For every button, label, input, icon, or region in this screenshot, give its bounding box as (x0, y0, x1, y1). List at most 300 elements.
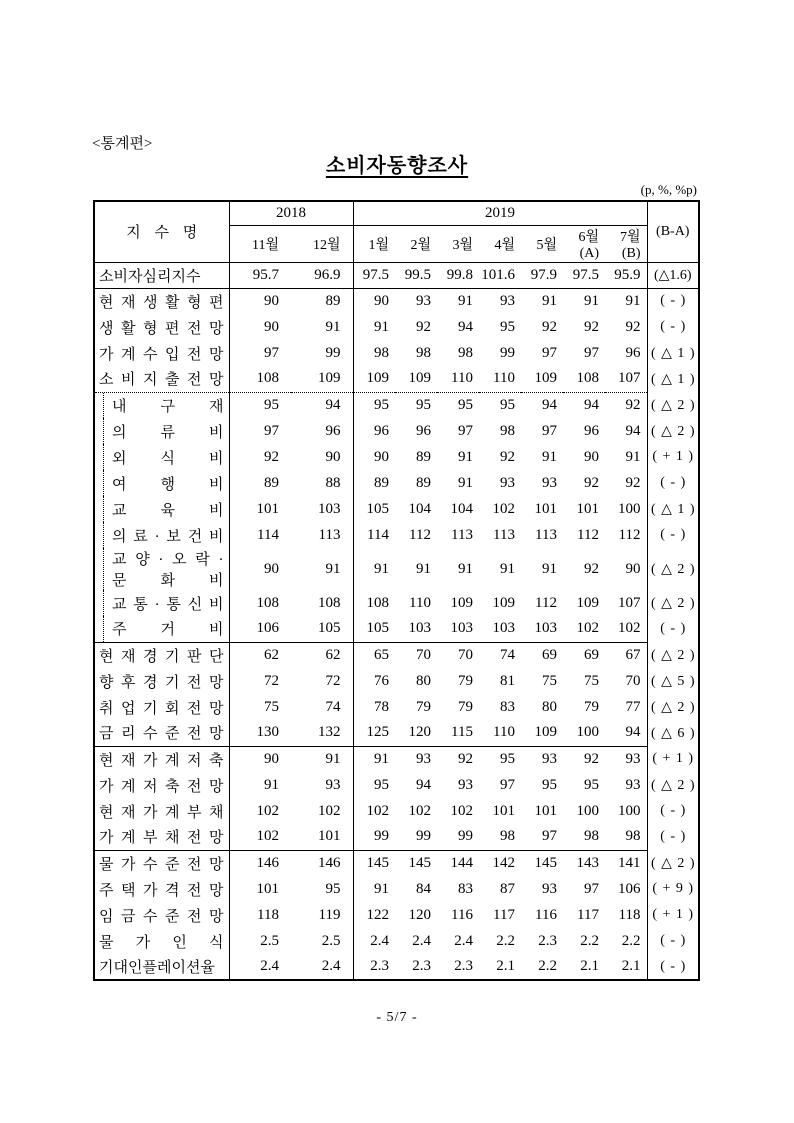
value-cell: 90 (264, 560, 279, 577)
row-label: 교 통 · 통 신 비 (94, 590, 229, 616)
table-row (94, 850, 699, 876)
value-cell: 94 (291, 392, 353, 418)
value-cell: 95 (479, 746, 521, 772)
value-cell: 92 (625, 474, 641, 491)
value-cell: 95 (584, 776, 599, 793)
value-cell: 91 (374, 318, 389, 335)
value-cell: 97 (500, 776, 515, 793)
value-cell: 69 (521, 642, 563, 668)
value-cell: 106 (256, 620, 279, 637)
value-cell: 103 (450, 620, 473, 637)
value-cell: 70 (437, 642, 479, 668)
value-cell: 105 (291, 616, 353, 642)
value-cell: 98 (500, 422, 515, 439)
value-cell: 117 (493, 906, 515, 923)
value-cell: 2.4 (412, 932, 431, 949)
header-month: 4월 (479, 225, 521, 262)
value-cell: 93 (458, 776, 473, 793)
row-label: 물 가 수 준 전 망 (94, 850, 229, 876)
value-cell: 91 (500, 560, 515, 577)
row-label: 현 재 경 기 판 단 (94, 642, 229, 668)
value-cell: 83 (500, 698, 515, 715)
diff-cell: ( △ 5 ) (647, 668, 699, 694)
value-cell: 103 (291, 496, 353, 522)
value-cell: 100 (576, 802, 599, 819)
row-label: 가 계 저 축 전 망 (94, 772, 229, 798)
dotted-group-line (103, 548, 104, 590)
value-cell: 2.5 (260, 932, 279, 949)
value-cell: 112 (577, 526, 599, 543)
value-cell: 100 (618, 500, 641, 517)
value-cell: 101.6 (479, 262, 521, 288)
value-cell: 98 (584, 828, 599, 845)
value-cell: 97 (264, 422, 279, 439)
value-cell: 99.8 (437, 262, 479, 288)
value-cell: 65 (353, 642, 395, 668)
value-cell: 72 (264, 672, 279, 689)
value-cell: 2.4 (291, 954, 353, 980)
table-row (94, 616, 699, 642)
value-cell: 98 (374, 344, 389, 361)
value-cell: 91 (353, 746, 395, 772)
diff-cell: ( - ) (647, 314, 699, 340)
value-cell: 87 (500, 880, 515, 897)
value-cell: 109 (291, 366, 353, 392)
value-cell: 109 (534, 370, 557, 387)
value-cell: 101 (256, 880, 279, 897)
diff-cell: ( - ) (647, 470, 699, 496)
value-cell: 91 (374, 880, 389, 897)
value-cell: 113 (291, 522, 353, 548)
table-row (94, 314, 699, 340)
value-cell: 115 (451, 724, 473, 741)
row-label: 가 계 수 입 전 망 (94, 340, 229, 366)
value-cell: 146 (229, 850, 291, 876)
table-row (94, 496, 699, 522)
value-cell: 78 (374, 698, 389, 715)
table-row (94, 720, 699, 746)
diff-cell: ( △ 2 ) (647, 694, 699, 720)
value-cell: 104 (408, 500, 431, 517)
value-cell: 90 (291, 444, 353, 470)
value-cell: 110 (409, 594, 431, 611)
value-cell: 101 (492, 802, 515, 819)
value-cell: 79 (458, 672, 473, 689)
value-cell: 83 (458, 880, 473, 897)
value-cell: 91 (374, 560, 389, 577)
value-cell: 89 (416, 448, 431, 465)
value-cell: 92 (563, 746, 605, 772)
table-row (94, 668, 699, 694)
table-body (94, 262, 699, 980)
value-cell: 97 (458, 422, 473, 439)
value-cell: 99 (416, 828, 431, 845)
value-cell: 114 (367, 526, 389, 543)
value-cell: 80 (416, 672, 431, 689)
table-row (94, 470, 699, 496)
row-label: 의 료 · 보 건 비 (94, 522, 229, 548)
value-cell: 89 (374, 474, 389, 491)
value-cell: 95 (291, 876, 353, 902)
row-label: 내 구 재 (94, 392, 229, 418)
diff-cell: ( △ 2 ) (647, 548, 699, 590)
value-cell: 106 (618, 880, 641, 897)
diff-cell: ( - ) (647, 616, 699, 642)
value-cell: 97.5 (353, 262, 395, 288)
value-cell: 91 (291, 746, 353, 772)
value-cell: 96 (291, 418, 353, 444)
diff-cell: ( - ) (647, 824, 699, 850)
table-row (94, 418, 699, 444)
value-cell: 93 (542, 880, 557, 897)
value-cell: 2.3 (454, 958, 473, 974)
value-cell: 97.9 (521, 262, 563, 288)
row-label: 물 가 인 식 (94, 928, 229, 954)
value-cell: 108 (366, 594, 389, 611)
value-cell: 79 (584, 698, 599, 715)
value-cell: 109 (534, 724, 557, 741)
diff-cell: ( △ 2 ) (647, 642, 699, 668)
value-cell: 92 (584, 560, 599, 577)
value-cell: 95 (374, 776, 389, 793)
value-cell: 97.5 (563, 262, 605, 288)
table-row (94, 366, 699, 392)
table-row (94, 288, 699, 314)
page-number: - 5/7 - (376, 1010, 418, 1025)
value-cell: 120 (408, 906, 431, 923)
value-cell: 112 (409, 526, 431, 543)
value-cell: 144 (437, 850, 479, 876)
diff-cell: ( + 1 ) (647, 444, 699, 470)
value-cell: 103 (492, 620, 515, 637)
row-label: 현 재 가 계 부 채 (94, 798, 229, 824)
diff-cell: ( △ 1 ) (647, 366, 699, 392)
value-cell: 93 (500, 474, 515, 491)
row-label: 기대인플레이션율 (94, 954, 229, 980)
value-cell: 130 (256, 724, 279, 741)
header-diff-label: (B-A) (647, 201, 699, 262)
table-row (94, 694, 699, 720)
value-cell: 113 (451, 526, 473, 543)
value-cell: 84 (416, 880, 431, 897)
header-month: 1월 (353, 225, 395, 262)
value-cell: 102 (618, 620, 641, 637)
value-cell: 76 (374, 672, 389, 689)
value-cell: 90 (229, 288, 291, 314)
value-cell: 88 (291, 470, 353, 496)
value-cell: 99 (291, 340, 353, 366)
value-cell: 97 (542, 828, 557, 845)
value-cell: 90 (264, 318, 279, 335)
value-cell: 92 (584, 318, 599, 335)
diff-cell: (△1.6) (647, 262, 699, 288)
row-label: 향 후 경 기 전 망 (94, 668, 229, 694)
section-tag: <통계편> (92, 136, 153, 152)
value-cell: 109 (366, 370, 389, 387)
row-label: 의 류 비 (94, 418, 229, 444)
value-cell: 91 (416, 560, 431, 577)
value-cell: 143 (563, 850, 605, 876)
table-row (94, 262, 699, 288)
value-cell: 2.3 (538, 932, 557, 949)
value-cell: 91 (625, 448, 641, 465)
value-cell: 113 (535, 526, 557, 543)
value-cell: 110 (493, 724, 515, 741)
value-cell: 89 (291, 288, 353, 314)
row-label: 주 거 비 (94, 616, 229, 642)
value-cell: 102 (492, 500, 515, 517)
value-cell: 91 (542, 560, 557, 577)
value-cell: 109 (576, 594, 599, 611)
value-cell: 101 (534, 802, 557, 819)
value-cell: 97 (542, 422, 557, 439)
value-cell: 92 (500, 448, 515, 465)
value-cell: 102 (256, 802, 279, 819)
table-row (94, 824, 699, 850)
header-month: 3월 (437, 225, 479, 262)
value-cell: 80 (542, 698, 557, 715)
value-cell: 77 (625, 698, 641, 715)
dotted-group-line (103, 393, 104, 419)
table-row (94, 590, 699, 616)
value-cell: 62 (291, 642, 353, 668)
value-cell: 95 (542, 776, 557, 793)
dotted-group-line (103, 470, 104, 496)
table-row (94, 444, 699, 470)
value-cell: 109 (492, 594, 515, 611)
value-cell: 75 (264, 698, 279, 715)
row-label: 금 리 수 준 전 망 (94, 720, 229, 746)
table-row (94, 522, 699, 548)
row-label: 교 양 · 오 락 · 문 화 비 (94, 548, 229, 590)
value-cell: 92 (264, 448, 279, 465)
value-cell: 96.9 (291, 262, 353, 288)
value-cell: 101 (291, 824, 353, 850)
value-cell: 2.1 (496, 958, 515, 974)
diff-cell: ( △ 2 ) (647, 392, 699, 418)
value-cell: 70 (625, 672, 641, 689)
value-cell: 96 (374, 422, 389, 439)
value-cell: 142 (479, 850, 521, 876)
row-label: 현 재 생 활 형 편 (94, 288, 229, 314)
value-cell: 145 (395, 850, 437, 876)
value-cell: 62 (229, 642, 291, 668)
value-cell: 107 (618, 370, 641, 387)
value-cell: 99 (374, 828, 389, 845)
value-cell: 108 (256, 594, 279, 611)
value-cell: 91 (458, 448, 473, 465)
table-row (94, 642, 699, 668)
table-row (94, 928, 699, 954)
value-cell: 91 (437, 288, 479, 314)
value-cell: 91 (521, 288, 563, 314)
table-row (94, 772, 699, 798)
table-row (94, 548, 699, 590)
table-row (94, 392, 699, 418)
value-cell: 90 (374, 448, 389, 465)
value-cell: 95 (479, 392, 521, 418)
value-cell: 79 (458, 698, 473, 715)
diff-cell: ( △ 6 ) (647, 720, 699, 746)
row-label: 교 육 비 (94, 496, 229, 522)
value-cell: 99.5 (395, 262, 437, 288)
value-cell: 90 (625, 560, 641, 577)
value-cell: 91 (605, 288, 647, 314)
value-cell: 95 (500, 318, 515, 335)
header-month: 7월(B) (605, 225, 647, 262)
page-title: 소비자동향조사 (325, 155, 469, 177)
value-cell: 2.2 (580, 932, 599, 949)
value-cell: 79 (416, 698, 431, 715)
diff-cell: ( - ) (647, 954, 699, 980)
value-cell: 2.1 (580, 958, 599, 974)
diff-cell: ( △ 1 ) (647, 496, 699, 522)
value-cell: 93 (521, 746, 563, 772)
diff-cell: ( - ) (647, 798, 699, 824)
value-cell: 67 (605, 642, 647, 668)
value-cell: 116 (535, 906, 557, 923)
value-cell: 2.5 (291, 928, 353, 954)
value-cell: 116 (451, 906, 473, 923)
row-label: 임 금 수 준 전 망 (94, 902, 229, 928)
value-cell: 94 (521, 392, 563, 418)
value-cell: 2.2 (621, 932, 641, 949)
row-label: 소비자심리지수 (94, 262, 229, 288)
value-cell: 94 (625, 422, 641, 439)
value-cell: 91 (563, 288, 605, 314)
value-cell: 104 (450, 500, 473, 517)
table-row (94, 746, 699, 772)
diff-cell: ( △ 2 ) (647, 590, 699, 616)
value-cell: 98 (458, 344, 473, 361)
value-cell: 114 (257, 526, 279, 543)
value-cell: 92 (542, 318, 557, 335)
value-cell: 94 (458, 318, 473, 335)
value-cell: 93 (605, 746, 647, 772)
value-cell: 100 (618, 802, 641, 819)
value-cell: 109 (408, 370, 431, 387)
value-cell: 101 (576, 500, 599, 517)
value-cell: 103 (408, 620, 431, 637)
value-cell: 95.9 (605, 262, 647, 288)
value-cell: 110 (451, 370, 473, 387)
value-cell: 102 (576, 620, 599, 637)
table-header (94, 201, 699, 262)
header-year-2018: 2018 (229, 201, 353, 225)
value-cell: 118 (618, 906, 641, 923)
value-cell: 96 (625, 344, 641, 361)
value-cell: 122 (366, 906, 389, 923)
stats-table (93, 200, 700, 981)
row-label: 생 활 형 편 전 망 (94, 314, 229, 340)
value-cell: 94 (563, 392, 605, 418)
value-cell: 95 (353, 392, 395, 418)
unit-note: (p, %, %p) (640, 182, 697, 197)
diff-cell: ( △ 2 ) (647, 850, 699, 876)
header-month: 11월 (229, 225, 291, 262)
row-label: 주 택 가 격 전 망 (94, 876, 229, 902)
value-cell: 92 (605, 392, 647, 418)
value-cell: 102 (366, 802, 389, 819)
value-cell: 105 (366, 500, 389, 517)
header-month: 5월 (521, 225, 563, 262)
table-row (94, 340, 699, 366)
value-cell: 91 (458, 560, 473, 577)
value-cell: 92 (584, 474, 599, 491)
header-month: 12월 (291, 225, 353, 262)
value-cell: 146 (291, 850, 353, 876)
value-cell: 69 (563, 642, 605, 668)
value-cell: 145 (521, 850, 563, 876)
row-label: 가 계 부 채 전 망 (94, 824, 229, 850)
diff-cell: ( + 9 ) (647, 876, 699, 902)
diff-cell: ( - ) (647, 928, 699, 954)
value-cell: 75 (584, 672, 599, 689)
value-cell: 94 (416, 776, 431, 793)
value-cell: 98 (625, 828, 641, 845)
value-cell: 120 (408, 724, 431, 741)
value-cell: 93 (395, 746, 437, 772)
value-cell: 132 (291, 720, 353, 746)
value-cell: 105 (366, 620, 389, 637)
row-label: 외 식 비 (94, 444, 229, 470)
value-cell: 2.2 (538, 958, 557, 974)
value-cell: 112 (535, 594, 557, 611)
value-cell: 75 (542, 672, 557, 689)
dotted-group-line (103, 522, 104, 548)
value-cell: 90 (353, 288, 395, 314)
row-label: 소 비 지 출 전 망 (94, 366, 229, 392)
table-row (94, 876, 699, 902)
header-index-label: 지 수 명 (94, 201, 229, 262)
value-cell: 96 (416, 422, 431, 439)
value-cell: 92 (625, 318, 641, 335)
value-cell: 81 (500, 672, 515, 689)
value-cell: 98 (416, 344, 431, 361)
value-cell: 2.3 (370, 958, 389, 974)
value-cell: 94 (625, 724, 641, 741)
value-cell: 91 (542, 448, 557, 465)
value-cell: 93 (542, 474, 557, 491)
diff-cell: ( - ) (647, 522, 699, 548)
value-cell: 97 (584, 344, 599, 361)
value-cell: 100 (576, 724, 599, 741)
value-cell: 2.2 (496, 932, 515, 949)
value-cell: 91 (458, 474, 473, 491)
value-cell: 95.7 (229, 262, 291, 288)
value-cell: 102 (256, 828, 279, 845)
value-cell: 93 (395, 288, 437, 314)
value-cell: 107 (618, 594, 641, 611)
value-cell: 99 (500, 344, 515, 361)
value-cell: 74 (479, 642, 521, 668)
diff-cell: ( △ 1 ) (647, 340, 699, 366)
value-cell: 93 (291, 772, 353, 798)
value-cell: 103 (534, 620, 557, 637)
value-cell: 95 (437, 392, 479, 418)
value-cell: 92 (416, 318, 431, 335)
value-cell: 117 (577, 906, 599, 923)
value-cell: 101 (256, 500, 279, 517)
row-label: 취 업 기 회 전 망 (94, 694, 229, 720)
value-cell: 99 (458, 828, 473, 845)
diff-cell: ( △ 2 ) (647, 772, 699, 798)
diff-cell: ( + 1 ) (647, 746, 699, 772)
value-cell: 95 (395, 392, 437, 418)
value-cell: 108 (291, 590, 353, 616)
value-cell: 113 (493, 526, 515, 543)
value-cell: 145 (353, 850, 395, 876)
